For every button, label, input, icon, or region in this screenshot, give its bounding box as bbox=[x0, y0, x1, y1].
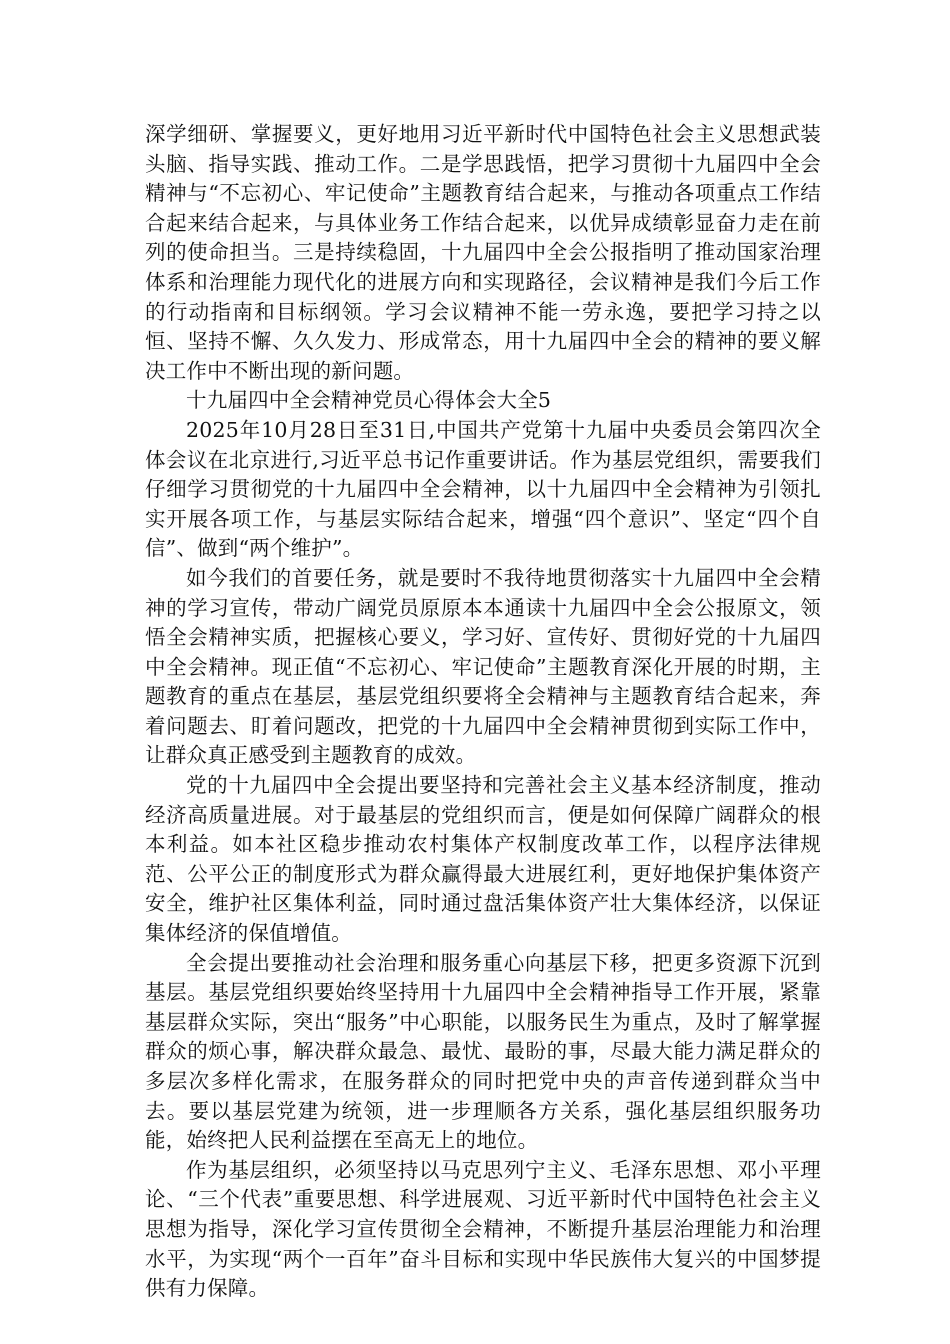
paragraph: 如今我们的首要任务，就是要时不我待地贯彻落实十九届四中全会精神的学习宣传，带动广阔党员原原本本通读十九届四中全会公报原文，领悟全会精神实质，把握核心要义，学习好、宣传好、贯彻好党的十九届四中全会精神。现正值“不忘初心、牢记使命”主题教育深化开展的时期，主题教育的重点在基层，基层党组织要将全会精神与主题教育结合起来，奔着问题去、盯着问题改，把党的十九届四中全会精神贯彻到实际工作中，让群众真正感受到主题教育的成效。 bbox=[145, 565, 821, 768]
paragraph: 全会提出要推动社会治理和服务重心向基层下移，把更多资源下沉到基层。基层党组织要始终坚持用十九届四中全会精神指导工作开展，紧靠基层群众实际，突出“服务”中心职能，以服务民生为重点，及时了解掌握群众的烦心事，解决群众最急、最忧、最盼的事，尽最大能力满足群众的多层次多样化需求，在服务群众的同时把党中央的声音传递到群众当中去。要以基层党建为统领，进一步理顺各方关系，强化基层组织服务功能，始终把人民利益摆在至高无上的地位。 bbox=[145, 950, 821, 1153]
paragraph: 党的十九届四中全会提出要坚持和完善社会主义基本经济制度，推动经济高质量进展。对于最基层的党组织而言，便是如何保障广阔群众的根本利益。如本社区稳步推动农村集体产权制度改革工作，以程序法律规范、公平公正的制度形式为群众赢得最大进展红利，更好地保护集体资产安全，维护社区集体利益，同时通过盘活集体资产壮大集体经济，以保证集体经济的保值增值。 bbox=[145, 773, 821, 946]
section-heading: 十九届四中全会精神党员心得体会大全5 bbox=[186, 388, 552, 413]
paragraph: 2025年10月28日至31日,中国共产党第十九届中央委员会第四次全体会议在北京进行,习近平总书记作重要讲话。作为基层党组织，需要我们仔细学习贯彻党的十九届四中全会精神，以十九届四中全会精神为引领扎实开展各项工作，与基层实际结合起来，增强“四个意识”、坚定“四个自信”、做到“两个维护”。 bbox=[145, 417, 821, 561]
paragraph: 作为基层组织，必须坚持以马克思列宁主义、毛泽东思想、邓小平理论、“三个代表”重要思想、科学进展观、习近平新时代中国特色社会主义思想为指导，深化学习宣传贯彻全会精神，不断提升基层治理能力和治理水平，为实现“两个一百年”奋斗目标和实现中华民族伟大复兴的中国梦提供有力保障。 bbox=[145, 1157, 821, 1301]
paragraph-continuation: 深学细研、掌握要义，更好地用习近平新时代中国特色社会主义思想武装头脑、指导实践、推动工作。二是学思践悟，把学习贯彻十九届四中全会精神与“不忘初心、牢记使命”主题教育结合起来，与推动各项重点工作结合起来结合起来，与具体业务工作结合起来，以优异成绩彰显奋力走在前列的使命担当。三是持续稳固，十九届四中全会公报指明了推动国家治理体系和治理能力现代化的进展方向和实现路径，会议精神是我们今后工作的行动指南和目标纲领。学习会议精神不能一劳永逸，要把学习持之以恒、坚持不懈、久久发力、形成常态，用十九届四中全会的精神的要义解决工作中不断出现的新问题。 bbox=[145, 122, 821, 383]
document-page bbox=[145, 120, 821, 1304]
